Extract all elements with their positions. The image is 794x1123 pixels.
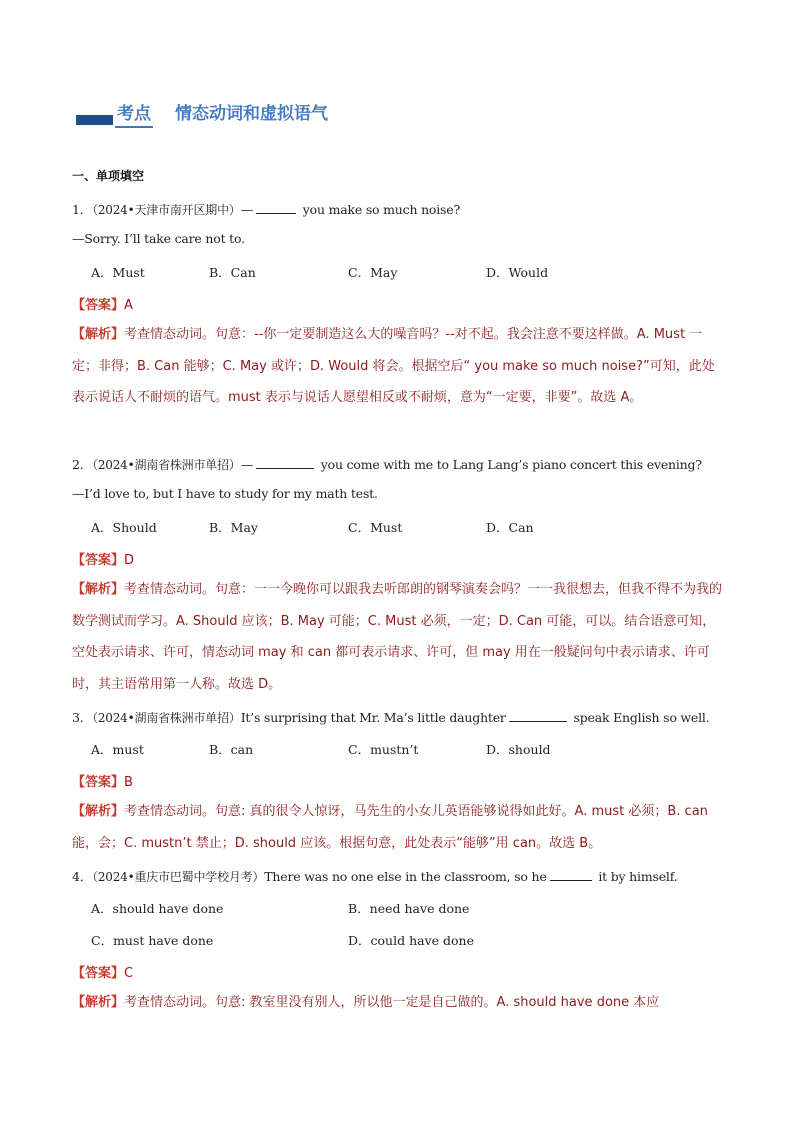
topic-header: [76, 104, 328, 128]
topic-title: 情态动词和虚拟语气: [175, 104, 328, 124]
analysis-1: 【解析】考查情态动词。句意：--你一定要制造这么大的噪音吗？--对不起。我会注意不要这样做。A. Must 一定；非得；B. Can 能够；C. May 或许；D. Would 将会。根据空后“ you make so much noise?”可知，此处表示说话人不耐烦的语气。must 表示与说话人愿望相反或不耐烦，意为“一定要，非要”。故选 A。: [72, 327, 715, 405]
question-1-stem: 1．（2024•天津市南开区期中）— you make so much noise?: [72, 202, 460, 217]
question-2-stem: 2．（2024•湖南省株洲市单招）— you come with me to Lang Lang’s piano concert this evening?: [72, 457, 702, 472]
option-a: A．must: [91, 742, 144, 757]
answer-2: 【答案】D: [72, 553, 135, 568]
analysis-2: 【解析】考查情态动词。句意：一一今晚你可以跟我去听郎朗的钢琴演奏会吗？一一我很想去，但我不得不为我的数学测试而学习。A. Should 应该；B. May 可能；C. Must 必须，一定；D. Can 可能，可以。结合语意可知，空处表示请求、许可，情态动词 may 和 can 都可表示请求、许可，但 may 用在一般疑问句中表示请求、许可时，其主语常用第一人称。故选 D。: [72, 582, 723, 692]
header-bar-decoration: [76, 115, 113, 125]
question-source: （2024•重庆市巴蜀中学校月考）: [92, 870, 265, 884]
option-c: C．May: [348, 265, 398, 280]
analysis-3: 【解析】考查情态动词。句意: 真的很令人惊讶，马先生的小女儿英语能够说得如此好。A. must 必须；B. can 能，会；C. mustn’t 禁止；D. should 应该。根据句意，此处表示“能够”用 can。故选 B。: [72, 804, 708, 851]
section-title: 一、单项填空: [72, 169, 145, 183]
option-b: B．Can: [209, 265, 256, 280]
question-number: 3．: [72, 710, 93, 725]
question-2-line2: —I’d love to, but I have to study for my math test.: [72, 486, 378, 501]
question-source: （2024•天津市南开区期中）: [92, 203, 241, 217]
option-a: A．Must: [91, 265, 145, 280]
option-d: D．could have done: [348, 933, 474, 948]
option-d: D．Would: [486, 265, 549, 280]
answer-blank: [256, 201, 296, 214]
analysis-4: 【解析】考查情态动词。句意: 教室里没有别人，所以他一定是自己做的。A. should have done 本应: [72, 995, 660, 1010]
option-b: B．need have done: [348, 901, 470, 916]
option-d: D．should: [486, 742, 551, 757]
option-a: A．should have done: [91, 901, 224, 916]
topic-tag: 考点: [115, 104, 153, 128]
answer-4: 【答案】C: [72, 966, 134, 981]
answer-3: 【答案】B: [72, 775, 133, 790]
question-1-line2: —Sorry. I’ll take care not to.: [72, 231, 245, 246]
question-source: （2024•湖南省株洲市单招）: [92, 711, 241, 725]
answer-blank: [550, 868, 592, 881]
answer-blank: [509, 709, 567, 722]
option-c: C．must have done: [91, 933, 214, 948]
question-number: 2．: [72, 457, 93, 472]
option-c: C．mustn’t: [348, 742, 419, 757]
answer-blank: [256, 456, 314, 469]
question-source: （2024•湖南省株洲市单招）: [92, 458, 241, 472]
answer-1: 【答案】A: [72, 298, 133, 313]
option-a: A．Should: [91, 520, 157, 535]
question-3-stem: 3．（2024•湖南省株洲市单招）It’s surprising that Mr. Ma’s little daughter speak English so well.: [72, 710, 710, 725]
option-b: B．can: [209, 742, 254, 757]
question-number: 1．: [72, 202, 93, 217]
option-d: D．Can: [486, 520, 534, 535]
question-number: 4．: [72, 869, 93, 884]
option-c: C．Must: [348, 520, 403, 535]
question-4-stem: 4．（2024•重庆市巴蜀中学校月考）There was no one else in the classroom, so he it by himself.: [72, 869, 678, 884]
option-b: B．May: [209, 520, 258, 535]
